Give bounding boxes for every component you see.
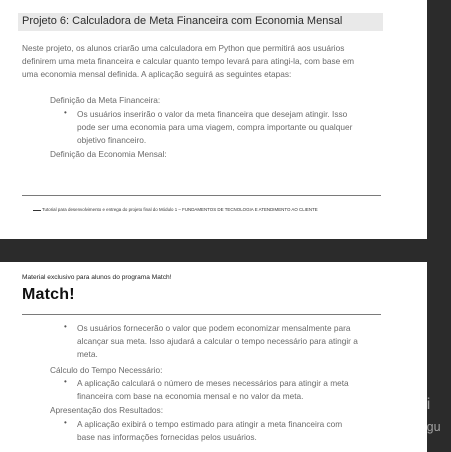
activation-watermark-title: Ativar o Wi — [353, 396, 431, 413]
bullet-line: Os usuários inserirão o valor da meta financeira que desejam atingir. Isso — [77, 109, 348, 119]
header-divider — [22, 314, 381, 315]
section-resultados-title: Apresentação dos Resultados: — [50, 405, 164, 415]
bullet-line: base nas informações fornecidas pelos usuários. — [77, 432, 257, 442]
intro-paragraph — [22, 42, 394, 81]
activation-watermark-subtitle: Acesse Configu — [353, 420, 441, 434]
intro-line: definirem uma meta financeira e calcular quanto tempo levará para atingi-la, com base em — [22, 56, 355, 66]
match-logo: Match! — [22, 286, 75, 303]
intro-line: uma economia mensal definida. A aplicação seguirá as seguintes etapas: — [22, 69, 292, 79]
section-meta-title: Definição da Meta Financeira: — [50, 95, 161, 105]
project-title: Projeto 6: Calculadora de Meta Financeira com Economia Mensal — [22, 15, 343, 27]
bullet-line: A aplicação exibirá o tempo estimado para atingir a meta financeira com — [77, 419, 343, 429]
bullet-line: objetivo financeiro. — [77, 135, 147, 145]
exclusive-note: Material exclusivo para alunos do programa Match! — [22, 274, 172, 281]
page-gap — [0, 239, 451, 262]
economia-bullet — [0, 322, 427, 362]
bullet-icon: • — [64, 108, 67, 117]
bullet-line: alcançar sua meta. Isso ajudará a calcular o tempo necessário para atingir a — [77, 336, 358, 346]
section-economia-title: Definição da Economia Mensal: — [50, 149, 167, 159]
intro-line: Neste projeto, os alunos criarão uma calculadora em Python que permitirá aos usuários — [22, 43, 345, 53]
bullet-line: pode ser uma economia para uma viagem, compra importante ou qualquer — [77, 122, 353, 132]
bullet-line: Os usuários fornecerão o valor que podem economizar mensalmente para — [77, 323, 351, 333]
bullet-icon: • — [64, 377, 67, 386]
bullet-icon: • — [64, 322, 67, 331]
viewer-scroll-area[interactable] — [427, 0, 451, 452]
page-footer: Tutorial para desenvolvimento e entrega do projeto final do Módulo 1 – FUNDAMENTOS DE TECNOLOGIA E ATENDIMENTO AO CLIENTE — [42, 207, 318, 212]
bullet-line: meta. — [77, 349, 98, 359]
footer-divider — [22, 195, 381, 196]
section-meta-bullet — [0, 108, 427, 148]
footer-dash — [33, 210, 41, 211]
section-calculo-title: Cálculo do Tempo Necessário: — [50, 365, 163, 375]
bullet-icon: • — [64, 418, 67, 427]
bullet-line: A aplicação calculará o número de meses necessários para atingir a meta — [77, 378, 349, 388]
bullet-line: financeira com base na economia mensal e no valor da meta. — [77, 391, 304, 401]
